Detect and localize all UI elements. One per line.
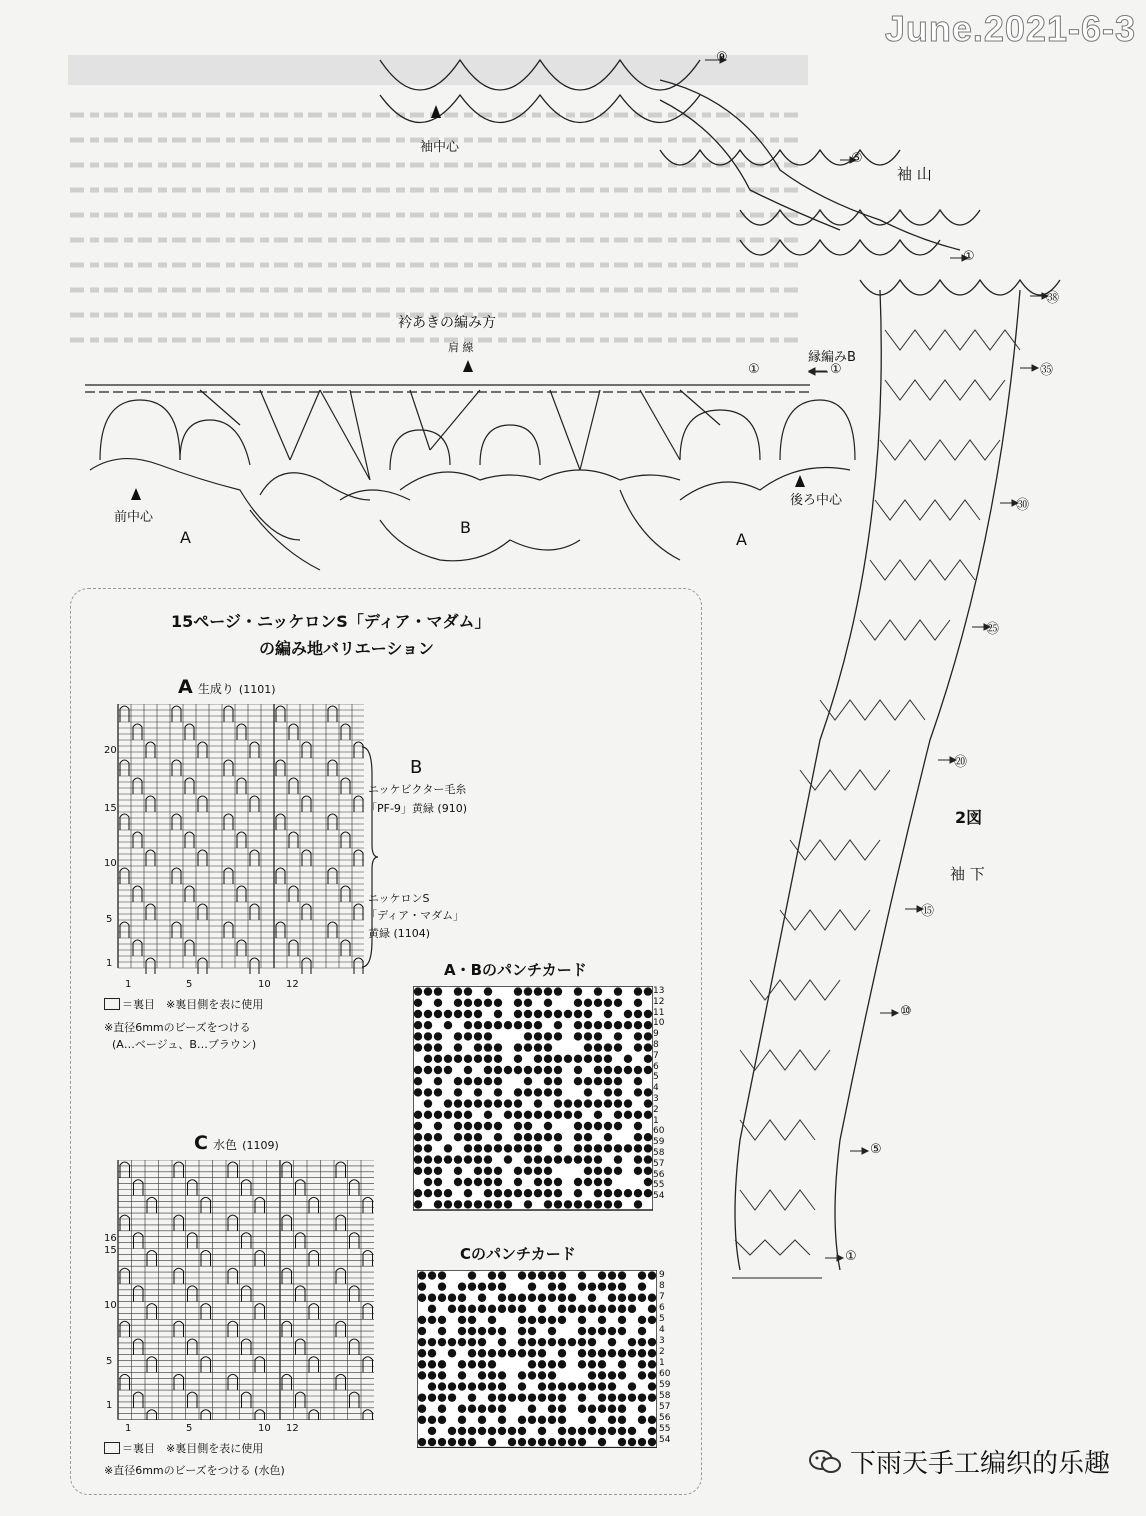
chart-a-row-15: 15 [104, 803, 117, 814]
chart-c-heading [194, 1132, 279, 1154]
punch-row-label: 56 [653, 1169, 665, 1180]
front-center-label: 前中心 [114, 510, 154, 525]
collar-row-marker: ① [748, 362, 760, 377]
punch-row-label: 7 [659, 1292, 665, 1302]
punch-row-label: 57 [659, 1402, 671, 1412]
figure-2-label: 2図 [955, 808, 983, 827]
punch-card-ab [413, 986, 653, 1211]
date-watermark: June.2021-6-3 [884, 8, 1136, 49]
chart-a-row-20: 20 [104, 745, 117, 756]
punch-row-label: 11 [653, 1007, 665, 1018]
wechat-icon [808, 1448, 842, 1476]
punch-row-label: 6 [659, 1303, 665, 1313]
yarn-b-line2: 「PF-9」黄緑 (910) [366, 802, 468, 815]
yarn-nickelon-line1: ニッケロンS [368, 892, 430, 905]
punch-row-label: 2 [653, 1104, 659, 1115]
chart-a-row-5: 5 [106, 914, 113, 925]
chart-a-grid [104, 704, 364, 974]
punch-row-label: 9 [659, 1270, 665, 1280]
punch-row-label: 4 [659, 1325, 665, 1335]
punch-row-label: 5 [659, 1314, 665, 1324]
punch-row-label: 3 [653, 1093, 659, 1104]
chart-c-row-15: 15 [104, 1245, 117, 1256]
punch-row-label: 2 [659, 1347, 665, 1357]
chart-a-col-1: 1 [125, 979, 132, 990]
purl-symbol-icon [104, 1442, 120, 1454]
punch-row-label: 12 [653, 996, 665, 1007]
punch-row-label: 59 [659, 1380, 671, 1390]
chart-a-row-1: 1 [106, 958, 113, 969]
purl-symbol-icon [104, 998, 120, 1010]
punch-row-label: 10 [653, 1018, 665, 1029]
punch-row-label: 4 [653, 1083, 659, 1094]
punch-row-label: 58 [659, 1391, 671, 1401]
collar-title: 衿あきの編み方 [398, 315, 496, 331]
row-marker-9: ⑨ [716, 50, 728, 65]
collar-part-b: B [460, 518, 471, 537]
punch-row-label: 55 [653, 1180, 665, 1191]
row-marker-5-bottom: ⑤ [870, 1142, 882, 1157]
row-marker-5-top: ⑤ [851, 151, 863, 166]
chart-a-row-10: 10 [104, 858, 117, 869]
yarn-b-line1: ニッケビクター毛糸 [368, 783, 467, 796]
row-marker-35: ㉟ [1040, 363, 1054, 378]
row-marker-38: ㊳ [1046, 291, 1060, 306]
punch-c-row-labels [659, 1270, 670, 1446]
punch-row-label: 59 [653, 1137, 665, 1148]
chart-a-note1: ※直径6mmのビーズをつける [104, 1021, 251, 1034]
chart-c-row-16: 16 [104, 1233, 117, 1244]
chart-a-col-10: 10 [258, 979, 271, 990]
punch-row-label: 8 [653, 1039, 659, 1050]
collar-part-a-left: A [180, 528, 191, 547]
sleeve-cap-label: 袖 山 [897, 165, 932, 183]
panel-title-line2: の編み地バリエーション [259, 639, 435, 658]
punch-row-label: 54 [659, 1435, 671, 1445]
punch-row-label: 9 [653, 1029, 659, 1040]
chart-c-col-5: 5 [186, 1423, 193, 1434]
row-marker-10: ⑩ [900, 1004, 912, 1019]
chart-a-color: 生成り [197, 682, 234, 696]
punch-row-label: 58 [653, 1147, 665, 1158]
chart-c-code: (1109) [242, 1139, 279, 1152]
chart-c-legend [104, 1440, 263, 1456]
punch-ab-title: A・Bのパンチカード [444, 961, 587, 979]
chart-a-note2: (A…ベージュ、B…ブラウン) [112, 1038, 257, 1051]
chart-c-col-1: 1 [125, 1423, 132, 1434]
chart-c-row-5: 5 [106, 1356, 113, 1367]
chart-a-code: (1101) [238, 683, 276, 696]
punch-row-label: 3 [659, 1336, 665, 1346]
channel-name: 下雨天手工编织的乐趣 [849, 1449, 1110, 1479]
collar-crochet-diagram [80, 350, 870, 580]
row-marker-1-edge: ① [830, 362, 842, 377]
row-marker-15: ⑮ [921, 904, 935, 919]
punch-ab-row-labels [653, 986, 664, 1202]
row-marker-20: ⑳ [954, 755, 968, 770]
chart-a-legend [104, 996, 263, 1012]
chart-a-letter: A [178, 676, 193, 698]
chart-c-note: ※直径6mmのビーズをつける (水色) [104, 1464, 285, 1477]
row-marker-1-top: ① [963, 249, 975, 264]
punch-row-label: 6 [653, 1061, 659, 1072]
sleeve-under-label: 袖 下 [950, 865, 985, 883]
punch-row-label: 5 [653, 1072, 659, 1083]
chart-c-col-12: 12 [286, 1423, 299, 1434]
punch-row-label: 7 [653, 1050, 659, 1061]
shoulder-line-label: 肩 線 [448, 341, 474, 354]
edge-b-label: 縁編みB [808, 350, 856, 365]
sleeve-center-label: 袖中心 [420, 140, 460, 155]
punch-row-label: 60 [659, 1369, 671, 1379]
panel-title-line1: 15ページ・ニッケロンS「ディア・マダム」 [171, 612, 491, 631]
chart-c-grid [104, 1160, 374, 1420]
punch-row-label: 57 [653, 1158, 665, 1169]
punch-row-label: 55 [659, 1424, 671, 1434]
punch-c-title: Cのパンチカード [460, 1245, 576, 1263]
chart-a-heading [178, 676, 276, 698]
yarn-nickelon-line2: 「ディア・マダム」 [366, 909, 465, 922]
chart-a-col-12: 12 [286, 979, 299, 990]
punch-row-label: 13 [653, 986, 665, 996]
punch-row-label: 8 [659, 1281, 665, 1291]
back-center-label: 後ろ中心 [790, 493, 843, 508]
punch-row-label: 1 [659, 1358, 665, 1368]
chart-c-col-10: 10 [258, 1423, 271, 1434]
collar-part-a-right: A [736, 530, 747, 549]
row-marker-25: ㉕ [986, 622, 1000, 637]
chart-c-color: 水色 [213, 1138, 238, 1152]
row-marker-30: ㉚ [1016, 498, 1030, 513]
chart-c-row-1: 1 [106, 1400, 113, 1411]
channel-footer [808, 1443, 1110, 1480]
punch-row-label: 60 [653, 1126, 665, 1137]
yarn-b-letter: B [410, 757, 423, 778]
chart-c-legend-text: ＝裏目 ※裏目側を表に使用 [122, 1442, 264, 1455]
punch-row-label: 1 [653, 1115, 659, 1126]
chart-a-col-5: 5 [186, 979, 193, 990]
chart-c-letter: C [194, 1132, 208, 1154]
punch-row-label: 54 [653, 1191, 665, 1202]
yarn-nickelon-line3: 黄緑 (1104) [368, 927, 431, 940]
chart-a-legend-text: ＝裏目 ※裏目側を表に使用 [122, 998, 264, 1011]
punch-card-c [417, 1270, 657, 1448]
punch-row-label: 56 [659, 1413, 671, 1423]
chart-c-row-10: 10 [104, 1300, 117, 1311]
row-marker-1-bottom: ① [845, 1249, 857, 1264]
